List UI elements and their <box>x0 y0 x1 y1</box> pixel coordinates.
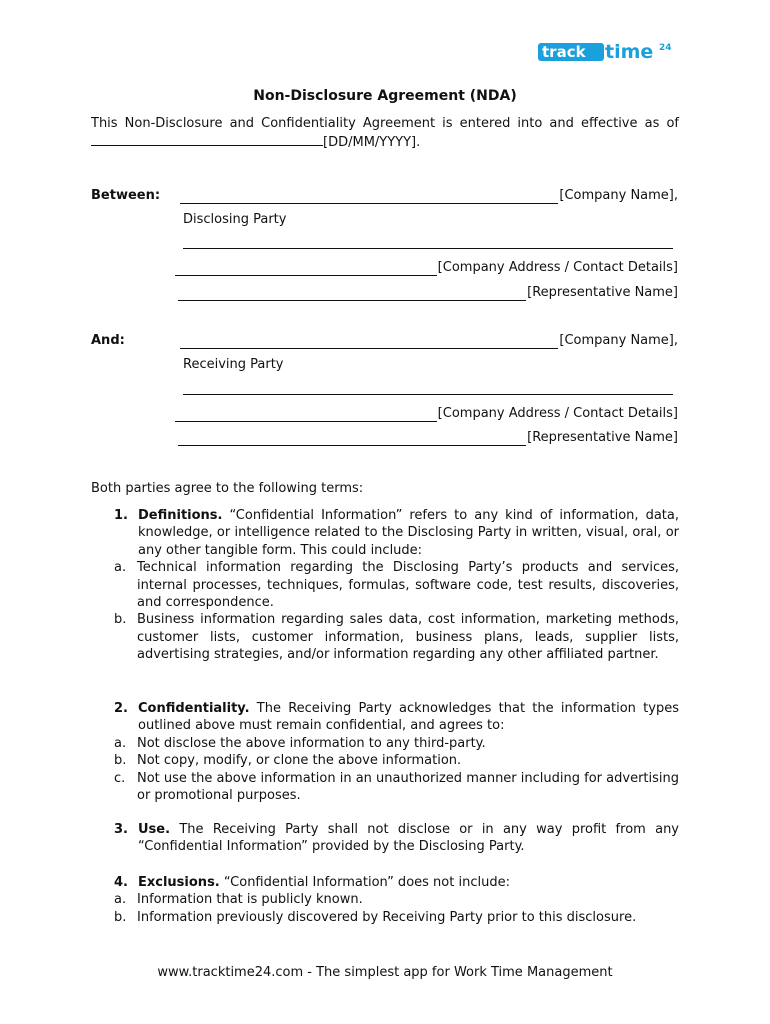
sub-item-letter: a. <box>114 892 127 908</box>
disclosing-address-field <box>175 260 678 276</box>
fill-line <box>178 433 526 446</box>
tracktime24-logo <box>538 40 680 64</box>
logo-time-text: time <box>605 41 654 63</box>
receiving-representative-field <box>178 430 678 446</box>
term-body: The Receiving Party acknowledges that the information types outlined above must remain confidential, and agrees to: <box>138 701 679 734</box>
term-body: “Confidential Information” refers to any kind of information, data, knowledge, or intelligence related to the Disclosing Party in written, visual, oral, or any other tangible form. This could include: <box>138 508 679 558</box>
term-confidentiality <box>91 700 679 804</box>
sub-item-text: Business information regarding sales data, cost information, marketing methods, customer lists, customer information, business plans, leads, supplier lists, advertising strategies, and/or information regarding any other affiliated partner. <box>137 612 679 663</box>
fill-line <box>180 191 558 204</box>
fill-line <box>178 288 526 301</box>
logo-graphic <box>538 40 680 64</box>
page-footer: www.tracktime24.com - The simplest app for Work Time Management <box>157 965 613 980</box>
term-definitions <box>91 507 679 664</box>
term-item <box>91 507 679 559</box>
disclosing-party-role: Disclosing Party <box>183 212 287 227</box>
sub-item <box>44 559 679 611</box>
term-number: 3. <box>114 822 128 837</box>
logo-24-text: 24 <box>659 43 672 53</box>
receiving-address: [Company Address / Contact Details] <box>437 406 678 421</box>
and-label: And: <box>91 333 125 348</box>
sub-item-letter: b. <box>114 612 127 628</box>
disclosing-representative: [Representative Name] <box>527 285 678 300</box>
sub-item-letter: b. <box>114 753 127 769</box>
receiving-blank-line <box>183 394 673 395</box>
intro-paragraph <box>91 115 679 152</box>
sub-item-letter: b. <box>114 909 127 925</box>
receiving-company-name-field <box>180 333 678 349</box>
disclosing-address: [Company Address / Contact Details] <box>437 260 678 275</box>
intro-date-placeholder: [DD/MM/YYYY]. <box>323 135 421 150</box>
sub-item <box>44 735 679 752</box>
sub-item-letter: a. <box>114 560 127 576</box>
sub-item <box>44 770 679 805</box>
sub-item-letter: a. <box>114 735 127 751</box>
term-number: 1. <box>114 508 128 523</box>
disclosing-company-name: [Company Name], <box>559 188 678 203</box>
disclosing-company-name-field <box>180 188 678 204</box>
sub-item-text: Not copy, modify, or clone the above information. <box>137 753 462 769</box>
term-item <box>91 700 679 735</box>
term-use <box>91 821 679 856</box>
term-item <box>91 821 679 856</box>
term-number: 2. <box>114 701 128 716</box>
logo-track-text: track <box>542 43 586 61</box>
document-title: Non-Disclosure Agreement (NDA) <box>253 88 517 104</box>
intro-line: This Non-Disclosure and Confidentiality Agreement is entered into and effective as of <box>91 116 679 131</box>
term-heading: Exclusions. <box>138 875 220 890</box>
term-heading: Use. <box>138 822 171 837</box>
sub-item <box>44 752 679 769</box>
receiving-address-field <box>175 406 678 422</box>
disclosing-blank-line <box>183 248 673 249</box>
sub-item-text: Information previously discovered by Receiving Party prior to this disclosure. <box>137 909 637 925</box>
fill-line <box>180 336 558 349</box>
term-body: “Confidential Information” does not include: <box>223 875 510 890</box>
between-label: Between: <box>91 188 161 203</box>
sub-item <box>44 891 679 908</box>
term-exclusions <box>91 874 679 926</box>
term-heading: Definitions. <box>138 508 223 523</box>
fill-line <box>175 409 437 422</box>
term-number: 4. <box>114 875 128 890</box>
sub-item-text: Not use the above information in an unauthorized manner including for advertising or promotional purposes. <box>137 770 679 804</box>
sub-item <box>44 611 679 663</box>
receiving-representative: [Representative Name] <box>527 430 678 445</box>
term-item <box>91 874 679 891</box>
intro-date-line <box>91 133 679 152</box>
date-blank-line <box>91 133 323 146</box>
term-heading: Confidentiality. <box>138 701 250 716</box>
sub-item-text: Technical information regarding the Disclosing Party’s products and services, internal processes, techniques, formulas, software code, test results, discoveries, and correspondence. <box>137 560 679 611</box>
sub-item-text: Information that is publicly known. <box>137 892 363 908</box>
term-body: The Receiving Party shall not disclose or in any way profit from any “Confidential Information” provided by the Disclosing Party. <box>138 822 679 855</box>
disclosing-representative-field <box>178 285 678 301</box>
fill-line <box>175 263 437 276</box>
receiving-company-name: [Company Name], <box>559 333 678 348</box>
terms-intro: Both parties agree to the following terms: <box>91 481 364 496</box>
sub-item-text: Not disclose the above information to any third-party. <box>137 735 486 751</box>
receiving-party-role: Receiving Party <box>183 357 284 372</box>
sub-item-letter: c. <box>114 770 126 786</box>
sub-item <box>44 909 679 926</box>
